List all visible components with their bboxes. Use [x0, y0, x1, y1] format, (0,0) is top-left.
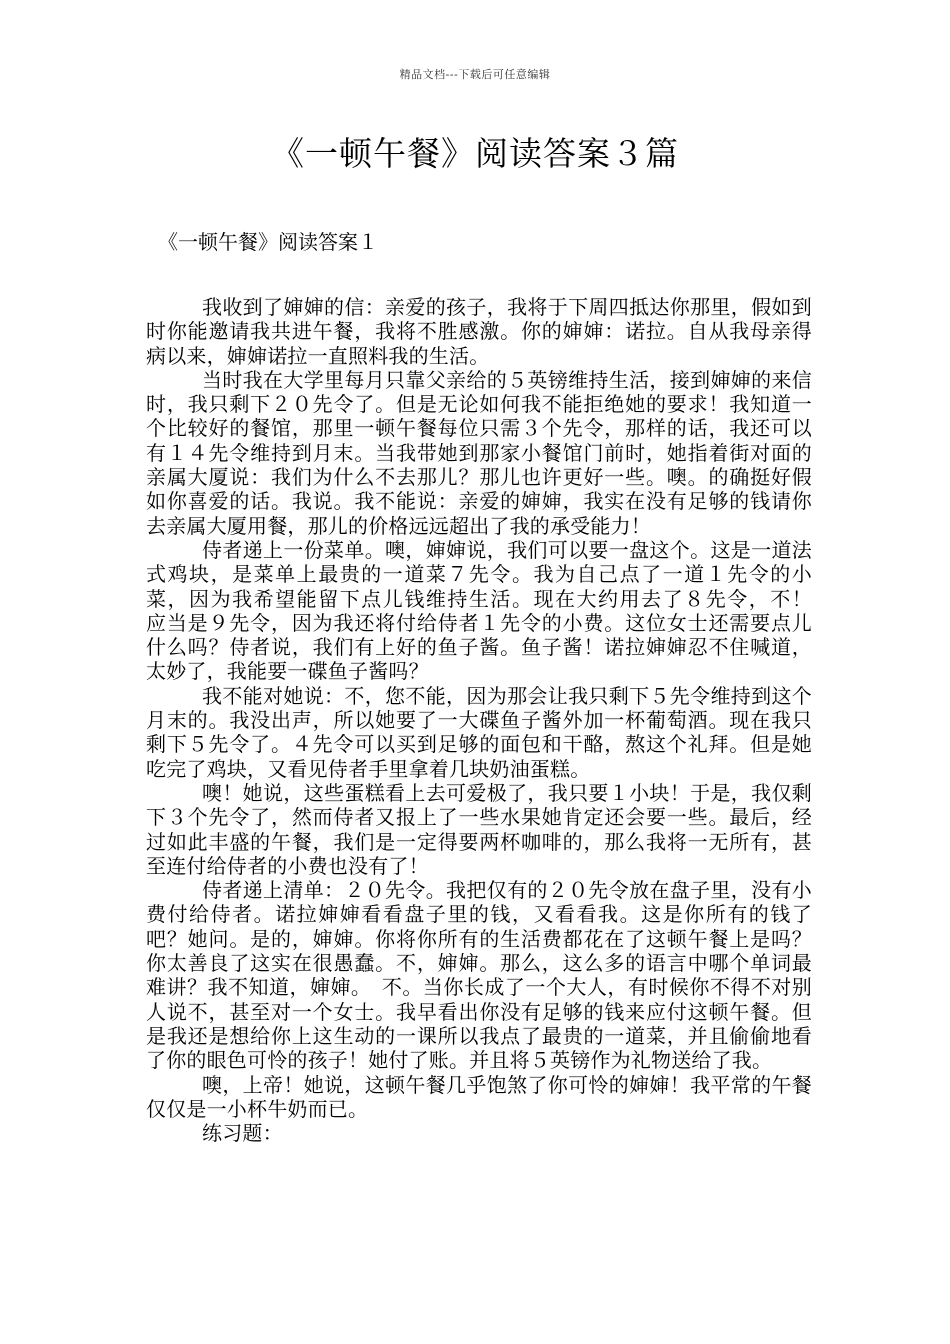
paragraph: 我不能对她说：不，您不能，因为那会让我只剩下５先令维持到这个月末的。我没出声，所以她要了一大碟鱼子酱外加一杯葡萄酒。现在我只剩下５先令了。４先令可以买到足够的面包和干酪，熬这个礼拜。但是她吃完了鸡块，又看见侍者手里拿着几块奶油蛋糕。 — [146, 683, 812, 781]
paragraph: 当时我在大学里每月只靠父亲给的５英镑维持生活，接到婶婶的来信时，我只剩下２０先令了。但是无论如何我不能拒绝她的要求！我知道一个比较好的餐馆，那里一顿午餐每位只需３个先令，那样的话，我还可以有１４先令维持到月末。当我带她到那家小餐馆门前时，她指着街对面的亲属大厦说：我们为什么不去那儿？那儿也许更好一些。噢。的确挺好假如你喜爱的话。我说。我不能说：亲爱的婶婶，我实在没有足够的钱请你去亲属大厦用餐，那儿的价格远远超出了我的承受能力！ — [146, 367, 812, 538]
paragraph: 侍者递上一份菜单。噢，婶婶说，我们可以要一盘这个。这是一道法式鸡块，是菜单上最贵的一道菜７先令。我为自己点了一道１先令的小菜，因为我希望能留下点儿钱维持生活。现在大约用去了８先令，不！ 应当是９先令，因为我还将付给侍者１先令的小费。这位女士还需要点儿什么吗？侍者说，我们有上好的鱼子酱。鱼子酱！诺拉婶婶忍不住喊道，太妙了，我能要一碟鱼子酱吗？ — [146, 537, 833, 684]
paragraph: 噢！她说，这些蛋糕看上去可爱极了，我只要１小块！于是，我仅剩下３个先令了，然而侍者又报上了一些水果她肯定还会要一些。最后，经过如此丰盛的午餐，我们是一定得要两杯咖啡的，那么我将一无所有，甚至连付给侍者的小费也没有了！ — [146, 780, 812, 878]
paragraph: 我收到了婶婶的信：亲爱的孩子，我将于下周四抵达你那里，假如到时你能邀请我共进午餐，我将不胜感激。你的婶婶：诺拉。自从我母亲得病以来，婶婶诺拉一直照料我的生活。 — [146, 295, 812, 368]
document-title: 《一顿午餐》阅读答案３篇 — [271, 134, 679, 173]
exercise-heading: 练习题： — [202, 1121, 283, 1146]
paragraph: 噢，上帝！她说，这顿午餐几乎饱煞了你可怜的婶婶！我平常的午餐仅仅是一小杯牛奶而已。 — [146, 1072, 812, 1121]
section-heading: 《一顿午餐》阅读答案１ — [158, 230, 378, 254]
header-note: 精品文档---下载后可任意编辑 — [399, 68, 551, 81]
article-body — [146, 295, 833, 1146]
paragraph: 侍者递上清单：２０先令。我把仅有的２０先令放在盘子里，没有小费付给侍者。诺拉婶婶看看盘子里的钱，又看看我。这是你所有的钱了吧？她问。是的，婶婶。你将你所有的生活费都花在了这顿午餐上是吗？你太善良了这实在很愚蠢。不，婶婶。那么，这么多的语言中哪个单词最难讲？我不知道，婶婶。 不。当你长成了一个大人，有时候你不得不对别人说不，甚至对一个女士。我早看出你没有足够的钱来应付这顿午餐。但是我还是想给你上这生动的一课所以我点了最贵的一道菜，并且偷偷地看了你的眼色可怜的孩子！她付了账。并且将５英镑作为礼物送给了我。 — [146, 878, 812, 1073]
